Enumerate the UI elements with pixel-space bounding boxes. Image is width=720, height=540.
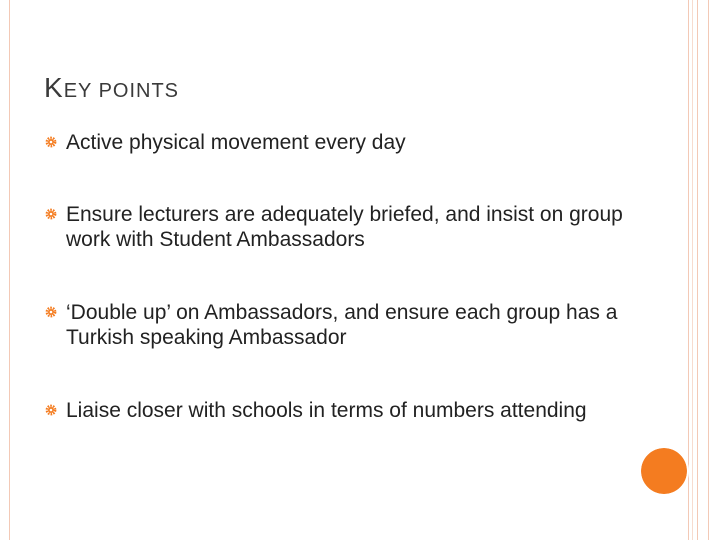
slide-frame-line — [697, 0, 698, 540]
slide-frame-line — [688, 0, 689, 540]
bullet-item — [44, 398, 587, 423]
bullet-item — [44, 130, 406, 155]
bullet-text: Active physical movement every day — [66, 131, 406, 154]
bullet-text: Ensure lecturers are adequately briefed, and insist on group work with Student Ambassadors — [66, 203, 623, 251]
gear-icon — [44, 305, 58, 319]
gear-icon — [44, 403, 58, 417]
slide-title-initial: K — [44, 72, 64, 103]
bullet-text: ‘Double up’ on Ambassadors, and ensure each group has a Turkish speaking Ambassador — [66, 301, 618, 349]
bullet-item — [44, 300, 664, 350]
bullet-item — [44, 202, 664, 252]
slide-title — [44, 72, 179, 104]
slide-title-rest: EY POINTS — [63, 80, 180, 102]
gear-icon — [44, 135, 58, 149]
decorative-orange-circle — [641, 448, 687, 494]
bullet-text: Liaise closer with schools in terms of numbers attending — [66, 399, 587, 422]
slide-frame-line — [692, 0, 693, 540]
gear-icon — [44, 207, 58, 221]
